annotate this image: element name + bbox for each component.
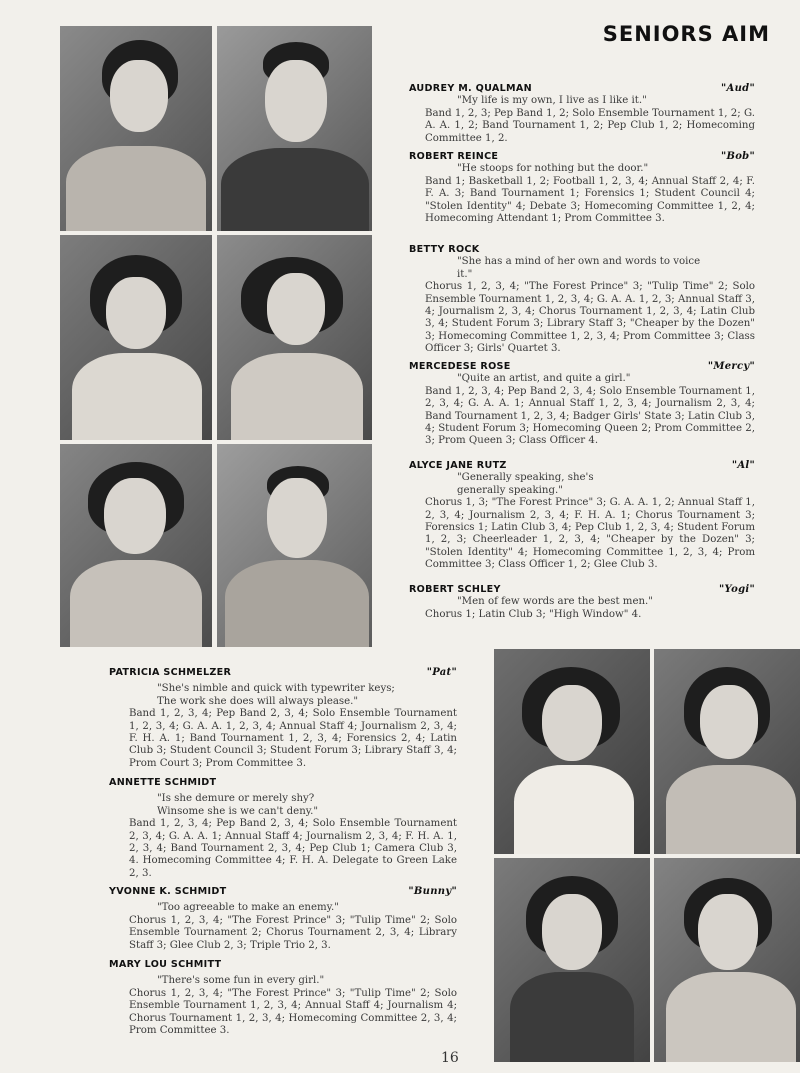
senior-activities: Chorus 1, 3; "The Forest Prince" 3; G. A. A. 1, 2; Annual Staff 1, 2, 3, 4; Journalism 2, 3, 4; F. H. A. 1; Chorus Tournament 3; Forensics 1; Latin Club 3, 4; Pep Club 1, 2, 3, 4; Student Forum 1, 2, 3; Cheerleader 1, 2, 3, 4; "Cheaper by the Dozen" 3; "Stolen Identity" 4; Homecoming Committee 1, 2, 3, 4; Prom Committee 3; Class Officer 1, 2; Glee Club 3. [425,497,755,571]
senior-activities: Band 1, 2, 3, 4; Pep Band 2, 3, 4; Solo Ensemble Tournament 1, 2, 3, 4; G. A. A. 1, 2, 3, 4; Annual Staff 4; Journalism 2, 3, 4; F. H. A. 1; Band Tournament 1, 2, 3, 4; Forensics 2, 4; Latin Club 3; Student Council 3; Student Forum 3; Library Staff 3, 4; Prom Court 3; Prom Committee 3. [129,708,457,769]
senior-nickname: "Al" [731,460,755,471]
senior-name: ANNETTE SCHMIDT [109,777,217,788]
portrait-robert-schley [217,444,372,647]
senior-entry [409,584,755,621]
portrait-alyce-jane-rutz [60,444,212,647]
senior-activities: Chorus 1, 2, 3, 4; "The Forest Prince" 3; "Tulip Time" 2; Solo Ensemble Tournament 1, 2, 3, 4; Annual Staff 4; Journalism 4; Chorus Tournament 1, 2, 3, 4; Homecoming Committee 2, 3, 4; Prom Committee 3. [129,987,457,1037]
senior-activities: Chorus 1; Latin Club 3; "High Window" 4. [425,608,642,620]
senior-activities: Band 1, 2, 3, 4; Pep Band 2, 3, 4; Solo Ensemble Tournament 1, 2, 3, 4; G. A. A. 1; Annual Staff 1, 2, 3, 4; Journalism 2, 3, 4; Band Tournament 1, 2, 3, 4; Badger Girls' State 3; Latin Club 3, 4; Student Forum 3; Homecoming Queen 2; Prom Committee 2, 3; Prom Queen 3; Class Officer 4. [425,385,755,447]
senior-entry [109,959,457,1037]
senior-quote: "Generally speaking, she's generally speaking." [457,472,594,496]
portrait-yvonne-schmidt [494,858,650,1062]
senior-name: ROBERT SCHLEY [409,584,501,595]
page-number: 16 [441,1050,459,1066]
senior-nickname: "Aud" [721,83,755,94]
portrait-audrey-qualman [60,26,212,231]
senior-nickname: "Pat" [426,667,457,678]
senior-entry [409,83,755,145]
senior-activities: Band 1, 2, 3, 4; Pep Band 2, 3, 4; Solo Ensemble Tournament 2, 3, 4; G. A. A. 1; Annual Staff 4; Journalism 2, 3, 4; F. H. A. 1, 2, 3, 4; Band Tournament 2, 3, 4; Pep Club 1; Camera Club 3, 4. Homecoming Committee 4; F. H. A. Delegate to Green Lake 2, 3. [129,818,457,879]
portrait-betty-rock [60,235,212,440]
senior-name: BETTY ROCK [409,244,480,255]
senior-entry [109,667,457,770]
senior-activities: Band 1; Basketball 1, 2; Football 1, 2, 3, 4; Annual Staff 2, 4; F. F. A. 3; Band Tournament 1; Forensics 1; Student Council 4; "Stolen Identity" 4; Debate 3; Homecoming Committee 1, 2, 4; Homecoming Attendant 1; Prom Committee 3. [425,175,755,225]
senior-quote: "Is she demure or merely shy? Winsome she is we can't deny." [157,793,319,817]
senior-quote: "My life is my own, I live as I like it." [457,95,647,107]
senior-nickname: "Mercy" [707,361,755,372]
senior-activities: Chorus 1, 2, 3, 4; "The Forest Prince" 3; "Tulip Time" 2; Solo Ensemble Tournament 1, 2, 3, 4; G. A. A. 1, 2, 3; Annual Staff 3, 4; Journalism 2, 3, 4; Chorus Tournament 1, 2, 3, 4; Latin Club 3, 4; Student Forum 3; Library Staff 3; "Cheaper by the Dozen" 3; Homecoming Committee 1, 2, 3, 4; Prom Committee 3; Class Officer 3; Girls' Quartet 3. [425,281,755,355]
senior-name: MARY LOU SCHMITT [109,959,222,970]
senior-nickname: "Bob" [720,151,755,162]
portrait-mercedese-rose [217,235,372,440]
senior-nickname: "Yogi" [719,584,755,595]
senior-quote: "Too agreeable to make an enemy." [157,902,339,914]
senior-entry [409,361,755,448]
portrait-mary-lou-schmitt [654,858,800,1062]
senior-name: MERCEDESE ROSE [409,361,511,372]
portrait-patricia-schmelzer [494,649,650,854]
senior-quote: "Men of few words are the best men." [457,596,653,608]
senior-name: AUDREY M. QUALMAN [409,83,532,94]
senior-entry [109,777,457,880]
senior-name: ALYCE JANE RUTZ [409,460,507,471]
senior-name: PATRICIA SCHMELZER [109,667,232,678]
portrait-robert-reince [217,26,372,231]
senior-activities: Chorus 1, 2, 3, 4; "The Forest Prince" 3; "Tulip Time" 2; Solo Ensemble Tournament 2; Chorus Tournament 2, 3, 4; Library Staff 3; Glee Club 2, 3; Triple Trio 2, 3. [129,914,457,951]
senior-name: YVONNE K. SCHMIDT [109,886,227,897]
senior-name: ROBERT REINCE [409,151,499,162]
portrait-annette-schmidt [654,649,800,854]
senior-quote: "Quite an artist, and quite a girl." [457,373,631,385]
senior-quote: "She's nimble and quick with typewriter keys; The work she does will always please." [157,683,395,707]
senior-quote: "She has a mind of her own and words to voice it." [457,256,701,280]
senior-entry [109,886,457,952]
senior-quote: "There's some fun in every girl." [157,975,325,987]
senior-entry [409,460,755,572]
senior-entry [409,244,755,356]
senior-quote: "He stoops for nothing but the door." [457,163,649,175]
page-title: SENIORS AIM [602,22,770,46]
senior-nickname: "Bunny" [408,886,457,897]
senior-activities: Band 1, 2, 3; Pep Band 1, 2; Solo Ensemble Tournament 1, 2; G. A. A. 1, 2; Band Tournament 1, 2; Pep Club 1, 2; Homecoming Committee 1, 2. [425,107,755,144]
senior-entry [409,151,755,225]
